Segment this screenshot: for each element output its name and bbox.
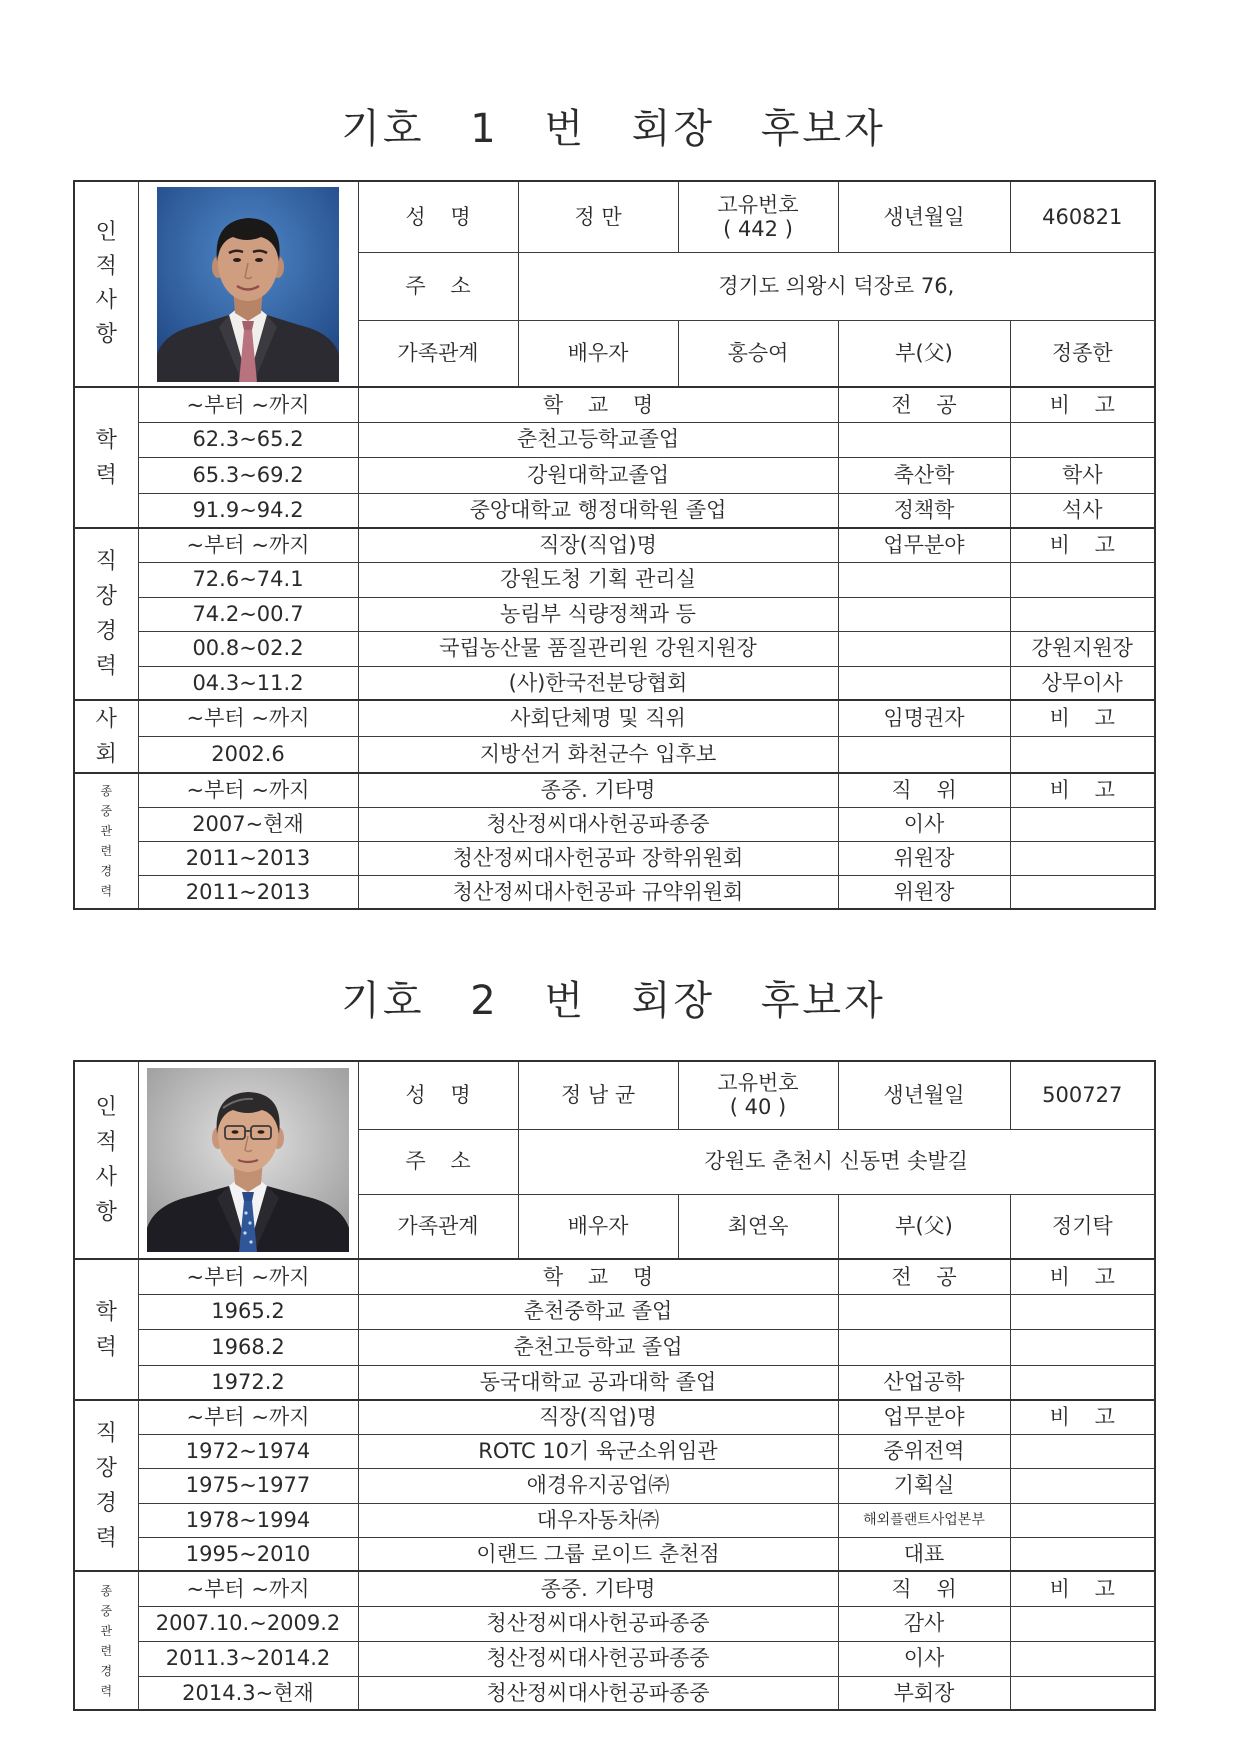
header-workplace: 직장(직업)명 — [358, 1400, 838, 1434]
name-label: 성 명 — [358, 181, 518, 252]
section-personal — [74, 1061, 138, 1259]
career-workplace: 대우자동차㈜ — [358, 1503, 838, 1537]
education-note — [1010, 1294, 1155, 1329]
clan-period: 2011~2013 — [138, 875, 358, 909]
table-row — [74, 1365, 1155, 1400]
spouse-label: 배우자 — [518, 320, 678, 387]
career-note — [1010, 597, 1155, 631]
career-period: 1978~1994 — [138, 1503, 358, 1537]
table-row — [74, 1606, 1155, 1641]
career-note — [1010, 1503, 1155, 1537]
header-period: ~부터 ~까지 — [138, 387, 358, 422]
education-period: 1965.2 — [138, 1294, 358, 1329]
clan-name: 청산정씨대사헌공파 규약위원회 — [358, 875, 838, 909]
section-career — [74, 1400, 138, 1571]
section-career — [74, 528, 138, 700]
spouse-name: 홍승여 — [678, 320, 838, 387]
header-position: 직 위 — [838, 1571, 1010, 1606]
education-note: 학사 — [1010, 457, 1155, 493]
education-school: 중앙대학교 행정대학원 졸업 — [358, 493, 838, 528]
clan-position: 위원장 — [838, 841, 1010, 875]
career-period: 72.6~74.1 — [138, 562, 358, 597]
clan-period: 2011.3~2014.2 — [138, 1641, 358, 1676]
father-name: 정기탁 — [1010, 1194, 1155, 1259]
clan-period: 2007~현재 — [138, 807, 358, 841]
education-period: 91.9~94.2 — [138, 493, 358, 528]
section-education — [74, 1259, 138, 1400]
clan-name: 청산정씨대사헌공파종중 — [358, 1641, 838, 1676]
table-row — [74, 1329, 1155, 1365]
clan-position: 감사 — [838, 1606, 1010, 1641]
education-period: 1968.2 — [138, 1329, 358, 1365]
header-major: 전 공 — [838, 387, 1010, 422]
table-row — [74, 493, 1155, 528]
section-education — [74, 387, 138, 528]
career-field — [838, 562, 1010, 597]
career-period: 04.3~11.2 — [138, 666, 358, 700]
clan-note — [1010, 875, 1155, 909]
education-note: 석사 — [1010, 493, 1155, 528]
header-period: ~부터 ~까지 — [138, 773, 358, 807]
career-period: 1972~1974 — [138, 1434, 358, 1468]
clan-position: 위원장 — [838, 875, 1010, 909]
header-note: 비 고 — [1010, 1571, 1155, 1606]
career-header-row — [74, 528, 1155, 562]
id-number-label: 고유번호 — [717, 1071, 799, 1096]
father-label: 부(父) — [838, 320, 1010, 387]
header-period: ~부터 ~까지 — [138, 1400, 358, 1434]
career-field — [838, 666, 1010, 700]
header-note: 비 고 — [1010, 700, 1155, 736]
clan-position: 부회장 — [838, 1676, 1010, 1710]
career-field: 중위전역 — [838, 1434, 1010, 1468]
clan-note — [1010, 1676, 1155, 1710]
address-value: 강원도 춘천시 신동면 솟발길 — [518, 1129, 1155, 1194]
section-label-personal: 인적사항 — [95, 220, 117, 347]
social-organization: 지방선거 화천군수 입후보 — [358, 736, 838, 773]
table-row — [74, 562, 1155, 597]
header-major: 전 공 — [838, 1259, 1010, 1294]
header-period: ~부터 ~까지 — [138, 528, 358, 562]
clan-period: 2014.3~현재 — [138, 1676, 358, 1710]
table-row — [74, 875, 1155, 909]
section-label-education: 학력 — [95, 427, 117, 488]
career-workplace: 애경유지공업㈜ — [358, 1468, 838, 1503]
career-field — [838, 631, 1010, 666]
clan-note — [1010, 1641, 1155, 1676]
clan-header-row — [74, 773, 1155, 807]
candidate-2-title: 기호 2 번 회장 후보자 — [341, 978, 886, 1024]
career-field: 대표 — [838, 1537, 1010, 1571]
section-label-clan: 종중관련경력 — [100, 784, 113, 898]
table-row — [74, 666, 1155, 700]
career-period: 1975~1977 — [138, 1468, 358, 1503]
section-clan — [74, 773, 138, 909]
candidate-name: 정 남 균 — [518, 1061, 678, 1129]
section-label-career: 직장경력 — [95, 1420, 117, 1551]
education-major: 정책학 — [838, 493, 1010, 528]
spouse-label: 배우자 — [518, 1194, 678, 1259]
career-header-row — [74, 1400, 1155, 1434]
career-note — [1010, 1468, 1155, 1503]
table-row — [74, 1537, 1155, 1571]
clan-period: 2011~2013 — [138, 841, 358, 875]
clan-note — [1010, 1606, 1155, 1641]
clan-name: 청산정씨대사헌공파 장학위원회 — [358, 841, 838, 875]
career-workplace: (사)한국전분당협회 — [358, 666, 838, 700]
clan-position: 이사 — [838, 807, 1010, 841]
header-clan-name: 종중. 기타명 — [358, 1571, 838, 1606]
id-number-value: ( 442 ) — [723, 216, 793, 241]
header-school: 학 교 명 — [358, 1259, 838, 1294]
education-school: 강원대학교졸업 — [358, 457, 838, 493]
career-note: 상무이사 — [1010, 666, 1155, 700]
header-position: 직 위 — [838, 773, 1010, 807]
education-note — [1010, 1365, 1155, 1400]
education-period: 65.3~69.2 — [138, 457, 358, 493]
career-workplace: 이랜드 그룹 로이드 춘천점 — [358, 1537, 838, 1571]
table-row — [74, 1434, 1155, 1468]
education-header-row — [74, 387, 1155, 422]
education-school: 춘천중학교 졸업 — [358, 1294, 838, 1329]
id-number-label: 고유번호 — [717, 192, 799, 217]
career-workplace: 국립농산물 품질관리원 강원지원장 — [358, 631, 838, 666]
education-note — [1010, 1329, 1155, 1365]
section-label-education: 학력 — [95, 1299, 117, 1360]
education-major — [838, 422, 1010, 457]
table-row — [74, 422, 1155, 457]
candidate-1-table — [73, 180, 1156, 910]
education-period: 1972.2 — [138, 1365, 358, 1400]
header-period: ~부터 ~까지 — [138, 1571, 358, 1606]
career-note — [1010, 562, 1155, 597]
clan-header-row — [74, 1571, 1155, 1606]
social-period: 2002.6 — [138, 736, 358, 773]
clan-name: 청산정씨대사헌공파종중 — [358, 1676, 838, 1710]
education-major — [838, 1294, 1010, 1329]
birth-date: 460821 — [1010, 181, 1155, 252]
clan-name: 청산정씨대사헌공파종중 — [358, 1606, 838, 1641]
candidate-2-table — [73, 1060, 1156, 1711]
address-label: 주 소 — [358, 1129, 518, 1194]
table-row — [74, 1503, 1155, 1537]
spouse-name: 최연옥 — [678, 1194, 838, 1259]
social-header-row — [74, 700, 1155, 736]
personal-row-name — [74, 181, 1155, 252]
career-period: 00.8~02.2 — [138, 631, 358, 666]
table-row — [74, 1294, 1155, 1329]
address-value: 경기도 의왕시 덕장로 76, — [518, 252, 1155, 320]
header-work-field: 업무분야 — [838, 1400, 1010, 1434]
education-school: 동국대학교 공과대학 졸업 — [358, 1365, 838, 1400]
header-note: 비 고 — [1010, 1400, 1155, 1434]
education-major: 축산학 — [838, 457, 1010, 493]
candidate-photo — [147, 1068, 349, 1252]
career-note: 강원지원장 — [1010, 631, 1155, 666]
id-number-cell — [678, 1061, 838, 1129]
career-period: 1995~2010 — [138, 1537, 358, 1571]
education-school: 춘천고등학교 졸업 — [358, 1329, 838, 1365]
header-note: 비 고 — [1010, 773, 1155, 807]
career-workplace: 강원도청 기획 관리실 — [358, 562, 838, 597]
family-label: 가족관계 — [358, 1194, 518, 1259]
clan-note — [1010, 841, 1155, 875]
education-header-row — [74, 1259, 1155, 1294]
education-school: 춘천고등학교졸업 — [358, 422, 838, 457]
education-note — [1010, 422, 1155, 457]
section-personal — [74, 181, 138, 387]
section-social — [74, 700, 138, 773]
header-clan-name: 종중. 기타명 — [358, 773, 838, 807]
clan-period: 2007.10.~2009.2 — [138, 1606, 358, 1641]
father-name: 정종한 — [1010, 320, 1155, 387]
section-label-clan: 종중관련경력 — [100, 1583, 113, 1698]
table-row — [74, 631, 1155, 666]
address-label: 주 소 — [358, 252, 518, 320]
table-row — [74, 457, 1155, 493]
photo-cell — [138, 1061, 358, 1259]
header-note: 비 고 — [1010, 387, 1155, 422]
section-label-social: 사회 — [95, 706, 117, 767]
header-note: 비 고 — [1010, 1259, 1155, 1294]
header-period: ~부터 ~까지 — [138, 1259, 358, 1294]
section-label-personal: 인적사항 — [95, 1095, 117, 1225]
table-row — [74, 1468, 1155, 1503]
header-organization: 사회단체명 및 직위 — [358, 700, 838, 736]
career-field: 해외플랜트사업본부 — [838, 1503, 1010, 1537]
career-workplace: ROTC 10기 육군소위임관 — [358, 1434, 838, 1468]
candidate-1-title: 기호 1 번 회장 후보자 — [341, 106, 886, 152]
section-label-career: 직장경력 — [95, 549, 117, 679]
social-appointer — [838, 736, 1010, 773]
name-label: 성 명 — [358, 1061, 518, 1129]
career-field: 기획실 — [838, 1468, 1010, 1503]
career-note — [1010, 1537, 1155, 1571]
header-period: ~부터 ~까지 — [138, 700, 358, 736]
header-note: 비 고 — [1010, 528, 1155, 562]
header-school: 학 교 명 — [358, 387, 838, 422]
table-row — [74, 1676, 1155, 1710]
birth-date-label: 생년월일 — [838, 1061, 1010, 1129]
birth-date: 500727 — [1010, 1061, 1155, 1129]
table-row — [74, 807, 1155, 841]
education-period: 62.3~65.2 — [138, 422, 358, 457]
id-number-cell — [678, 181, 838, 252]
father-label: 부(父) — [838, 1194, 1010, 1259]
table-row — [74, 1641, 1155, 1676]
career-period: 74.2~00.7 — [138, 597, 358, 631]
family-label: 가족관계 — [358, 320, 518, 387]
personal-row-name — [74, 1061, 1155, 1129]
career-workplace: 농림부 식량정책과 등 — [358, 597, 838, 631]
section-clan — [74, 1571, 138, 1710]
header-workplace: 직장(직업)명 — [358, 528, 838, 562]
birth-date-label: 생년월일 — [838, 181, 1010, 252]
clan-position: 이사 — [838, 1641, 1010, 1676]
table-row — [74, 841, 1155, 875]
header-appointer: 임명권자 — [838, 700, 1010, 736]
education-major: 산업공학 — [838, 1365, 1010, 1400]
career-field — [838, 597, 1010, 631]
clan-note — [1010, 807, 1155, 841]
social-note — [1010, 736, 1155, 773]
table-row — [74, 597, 1155, 631]
header-work-field: 업무분야 — [838, 528, 1010, 562]
candidate-name: 정 만 — [518, 181, 678, 252]
education-major — [838, 1329, 1010, 1365]
id-number-value: ( 40 ) — [729, 1095, 787, 1120]
table-row — [74, 736, 1155, 773]
career-note — [1010, 1434, 1155, 1468]
candidate-photo — [157, 187, 339, 382]
clan-name: 청산정씨대사헌공파종중 — [358, 807, 838, 841]
photo-cell — [138, 181, 358, 387]
